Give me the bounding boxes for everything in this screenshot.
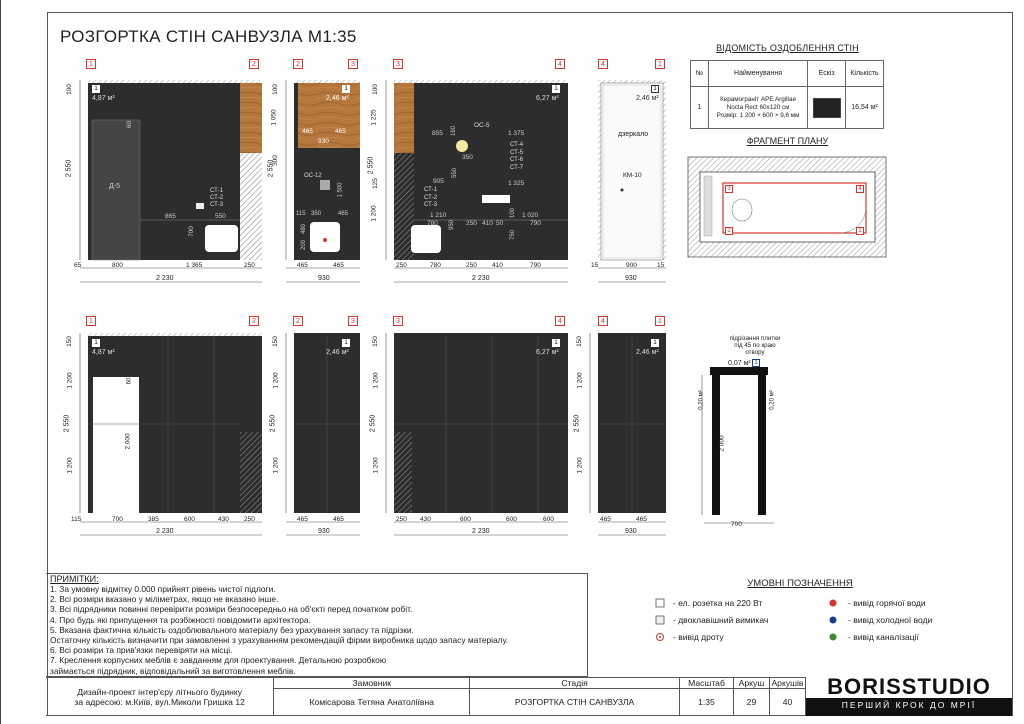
socket-label: СТ-4: [510, 142, 524, 148]
corner-marker: 1: [655, 316, 665, 326]
corner-marker: 1: [86, 316, 96, 326]
dim-label: 1 200: [272, 372, 280, 389]
dim-label: 1 200: [576, 372, 584, 389]
finish-tag: 1: [92, 85, 100, 93]
socket-label: СТ-5: [510, 149, 524, 156]
plan-marker: 3: [725, 185, 733, 193]
customer-header: Замовник: [274, 678, 470, 689]
elevation-bottom-2: [294, 333, 360, 513]
opening-detail: [702, 367, 774, 523]
notes-title: ПРИМІТКИ:: [50, 574, 99, 584]
logo-tagline: ПЕРШИЙ КРОК ДО МРІЇ: [841, 700, 977, 710]
page-title: РОЗГОРТКА СТІН САНВУЗЛА М1:35: [60, 27, 357, 46]
project-address: за адресою: м.Київ, вул.Миколи Гришка 12: [74, 696, 245, 707]
dim-label: 1 325: [508, 180, 525, 187]
legend-title: УМОВНІ ПОЗНАЧЕННЯ: [747, 578, 853, 589]
title-block: [46, 677, 806, 716]
dim-total: 930: [625, 528, 637, 535]
dim-label: 2 550: [267, 159, 275, 178]
dim-label: 790: [530, 262, 541, 269]
dim-label: 855: [432, 130, 443, 137]
dim-label: 465: [636, 516, 647, 523]
dim-label: 100: [510, 207, 517, 219]
elevation-bottom-1: [88, 333, 262, 513]
dim-label: 250: [396, 516, 407, 523]
dim-label: 600: [184, 516, 195, 523]
wall-area: 2,46 м²: [636, 349, 659, 356]
fixture-label: ОС-12: [304, 173, 322, 179]
dim-label: 60: [126, 120, 134, 129]
socket-label: СТ-3: [424, 202, 438, 208]
note-item: 7. Креслення корпусних меблів є завданням для проектування. Детальною розробкою: [50, 655, 387, 666]
dim-label: 60: [126, 377, 133, 385]
dim-label: 2 000: [124, 433, 132, 450]
note-item: Остаточну кількість визначити при замовленні з урахуванням рекомендацій фірми виробника щодо запасу матеріалу.: [50, 635, 509, 646]
legend-socket: - ел. розетка на 220 Вт: [673, 598, 763, 608]
sheet-number: 29: [733, 689, 769, 716]
dim-label: 160: [451, 125, 458, 137]
detail-note-line: під 45 по краю: [734, 342, 776, 350]
corner-marker: 2: [293, 59, 303, 69]
socket-labels: [510, 142, 523, 172]
dim-label: 115: [296, 211, 306, 217]
dim-label: 2 550: [65, 159, 73, 178]
wall-area: 2,46 м²: [636, 95, 659, 102]
corner-marker: 3: [393, 59, 403, 69]
finish-tag: 1: [651, 339, 659, 347]
col-header-qty: Кількість: [846, 61, 884, 87]
dim-total: 930: [318, 528, 330, 535]
dim-label: 1 365: [186, 262, 203, 269]
corner-marker: 4: [555, 316, 565, 326]
dim-total: 2 230: [472, 275, 490, 282]
dim-label: 865: [165, 213, 176, 220]
finish-tag: 1: [342, 339, 350, 347]
dim-label: 15: [657, 262, 665, 269]
wall-area: 4,87 м²: [92, 95, 115, 102]
wall-area: 6,27 м²: [536, 349, 559, 356]
notes-list: [50, 584, 580, 676]
dim-label: 1 375: [508, 130, 525, 137]
legend-sewer: - вивід каналізації: [848, 632, 919, 642]
dim-label: 2 550: [269, 414, 277, 433]
legend-wire-outlet: - вивід дроту: [673, 632, 724, 642]
corner-marker: 3: [348, 316, 358, 326]
dim-label: 600: [460, 516, 471, 523]
legend-cold-water: - вивід холодної води: [848, 615, 933, 625]
socket-label: СТ-6: [510, 157, 524, 163]
plan-fragment-title: ФРАГМЕНТ ПЛАНУ: [746, 136, 829, 146]
dim-label: 790: [530, 220, 541, 227]
finish-schedule-title: ВІДОМІСТЬ ОЗДОБЛЕННЯ СТІН: [716, 43, 859, 53]
dim-label: 250: [244, 262, 255, 269]
detail-area: 0,07 м²: [728, 360, 751, 367]
corner-marker: 1: [86, 59, 96, 69]
elevation-bottom-3: [394, 333, 568, 513]
logo-name: BORISSTUDIO: [806, 676, 1012, 698]
plan-fragment: [688, 157, 886, 257]
dim-label: 65: [74, 262, 82, 269]
dim-label: 700: [112, 516, 123, 523]
scale-header: Масштаб: [680, 678, 734, 689]
dim-label: 1 200: [372, 372, 380, 389]
col-header-name: Найменування: [708, 61, 807, 87]
col-header-num: №: [691, 61, 709, 87]
sheets-total: 40: [769, 689, 805, 716]
dim-label: 930: [318, 138, 329, 145]
dim-label: 465: [600, 516, 611, 523]
project-cell: [46, 678, 274, 716]
stage-header: Стадія: [470, 678, 680, 689]
note-item: 5. Вказана фактична кількість оздоблювального матеріалу без урахування запасу та підрізки.: [50, 624, 414, 635]
dim-label: 750: [510, 229, 517, 241]
dim-label: 50: [496, 220, 504, 227]
dim-label: 2 550: [63, 414, 71, 433]
socket-label: СТ-2: [424, 194, 438, 201]
dim-label: 800: [112, 262, 123, 269]
dim-label: 465: [297, 516, 308, 523]
dim-total: 930: [625, 275, 637, 282]
detail-side-area: 0,20 м²: [698, 390, 705, 410]
plan-marker: 1: [856, 227, 864, 235]
dim-label: 2 550: [573, 414, 581, 433]
wall-area: 4,87 м²: [92, 349, 115, 356]
detail-note: [715, 335, 795, 357]
corner-marker: 2: [249, 59, 259, 69]
dim-total: 930: [318, 275, 330, 282]
dim-total: 2 230: [156, 275, 174, 282]
detail-note-line: отвору: [745, 349, 765, 357]
dim-label: 465: [302, 128, 313, 135]
finish-tag: 1: [752, 359, 760, 367]
dim-label: 550: [215, 213, 226, 220]
dim-label: 550: [452, 167, 459, 179]
dim-label: 465: [297, 262, 308, 269]
wall-area: 6,27 м²: [536, 95, 559, 102]
customer-name: Комісарова Тетяна Анатоліївна: [274, 689, 470, 716]
socket-label: СТ-1: [210, 188, 224, 194]
socket-label: СТ-2: [210, 195, 224, 201]
dim-label: 1 200: [370, 205, 378, 222]
corner-marker: 4: [598, 316, 608, 326]
corner-marker: 4: [598, 59, 608, 69]
dim-label: 1 200: [576, 457, 584, 474]
dim-label: 480: [301, 223, 308, 235]
dim-label: 1 225: [370, 109, 378, 126]
light-label: ОС-5: [474, 122, 490, 129]
fixture-label: КМ-10: [623, 172, 642, 179]
corner-marker: 3: [348, 59, 358, 69]
dim-label: 250: [466, 220, 477, 227]
dim-label: 950: [449, 219, 456, 231]
dim-label: 465: [333, 262, 344, 269]
note-item: займається підрядник, відповідальний за виготовлення меблів.: [50, 665, 296, 676]
dim-total: 2 230: [156, 528, 174, 535]
socket-label: СТ-3: [210, 202, 224, 208]
dim-label: 200: [301, 239, 308, 251]
dim-label: 1 200: [272, 457, 280, 474]
finish-tag: 1: [552, 339, 560, 347]
dim-label: 465: [338, 211, 349, 217]
row-qty: 16,54 м²: [846, 87, 884, 129]
dim-label: 385: [148, 516, 159, 523]
finish-tag: 1: [552, 85, 560, 93]
dim-label: 410: [492, 262, 503, 269]
finish-tag: 1: [92, 339, 100, 347]
studio-logo: [806, 676, 1012, 716]
elevation-top-4: [598, 80, 666, 260]
corner-marker: 2: [293, 316, 303, 326]
corner-marker: 3: [393, 316, 403, 326]
dim-label: 410: [482, 220, 493, 227]
detail-width: 700: [731, 521, 742, 528]
dim-label: 900: [626, 262, 637, 269]
dim-label: 1 200: [66, 372, 74, 389]
dim-label: 430: [420, 516, 431, 523]
socket-label: СТ-7: [510, 164, 524, 171]
note-item: 3. Всі підрядники повинні перевірити розміри безпосередньо на об'єкті перед початком робіт.: [50, 604, 413, 615]
mirror-label: дзеркало: [618, 131, 649, 138]
plan-marker: 2: [725, 227, 733, 235]
detail-height: 2 000: [718, 435, 726, 452]
row-num: 1: [691, 87, 709, 129]
dim-label: 150: [371, 336, 379, 347]
dim-label: 905: [433, 178, 444, 185]
wall-area: 2,46 м²: [326, 95, 349, 102]
dim-label: 100: [65, 84, 73, 95]
socket-labels: [424, 187, 437, 210]
note-item: 6. Всі розміри та прив'язки перевіряти на місці.: [50, 645, 233, 656]
dim-label: 465: [333, 516, 344, 523]
detail-side-area: 0,20 м²: [769, 390, 776, 410]
dim-label: 1 200: [372, 457, 380, 474]
dim-label: 465: [335, 128, 346, 135]
detail-note-line: підрізання плитки: [729, 335, 781, 342]
dim-label: 2 550: [369, 414, 377, 433]
sheet-header: Аркуш: [733, 678, 769, 689]
dim-label: 700: [187, 226, 195, 237]
socket-label: СТ-1: [424, 187, 438, 193]
corner-marker: 1: [655, 59, 665, 69]
dim-label: 100: [371, 84, 379, 95]
dim-label: 780: [427, 220, 438, 227]
dim-total: 2 230: [472, 528, 490, 535]
plan-marker: 4: [856, 185, 864, 193]
dim-label: 1 500: [337, 182, 344, 198]
material-name-line2: Nocta Rect 60х120 см: [726, 103, 790, 111]
dim-label: 1 020: [522, 212, 539, 219]
elevation-bottom-4: [598, 333, 666, 513]
col-header-sketch: Ескіз: [808, 61, 846, 87]
dim-label: 350: [311, 211, 322, 217]
legend-hot-water: - вивід горячої води: [848, 598, 926, 608]
dim-label: 150: [575, 336, 583, 347]
dim-label: 600: [543, 516, 554, 523]
dim-label: 250: [396, 262, 407, 269]
dim-label: 430: [218, 516, 229, 523]
material-size: Розмір: 1 200 × 600 × 9,6 мм: [716, 111, 800, 119]
stage-name: РОЗГОРТКА СТІН САНВУЗЛА: [470, 689, 680, 716]
scale-value: 1:35: [680, 689, 734, 716]
project-line: Дизайн-проект інтер'єру літнього будинку: [77, 686, 243, 697]
note-item: 4. Про будь які припущення та розбіжності повідомити архітектора.: [50, 614, 311, 625]
dim-label: 780: [430, 262, 441, 269]
socket-labels: [210, 188, 223, 209]
dim-label: 250: [466, 262, 477, 269]
elevation-top-3: [394, 80, 568, 260]
legend-switch: - двоклавішний вимикач: [673, 615, 769, 625]
finish-tag: 1: [342, 85, 350, 93]
dim-label: 150: [271, 336, 279, 347]
dim-label: 115: [71, 516, 82, 523]
corner-marker: 4: [555, 59, 565, 69]
finish-tag: 1: [651, 85, 659, 93]
dim-label: 100: [271, 84, 279, 95]
dim-label: 1 050: [270, 109, 278, 126]
sheets-header: Аркушів: [771, 678, 804, 688]
material-name-line1: Керамограніт APE Argillae: [720, 95, 796, 103]
dim-label: 300: [271, 155, 279, 166]
dim-label: 600: [506, 516, 517, 523]
door-label: Д-5: [109, 183, 120, 190]
note-item: 1. За умовну відмітку 0.000 прийнят рівень чистої підлоги.: [50, 584, 276, 594]
wall-area: 2,46 м²: [326, 349, 349, 356]
dim-label: 250: [244, 516, 255, 523]
dim-label: 150: [65, 336, 73, 347]
dim-label: 1 210: [430, 212, 447, 219]
corner-marker: 2: [249, 316, 259, 326]
dim-label: 1 200: [66, 457, 74, 474]
dim-label: 15: [591, 262, 599, 269]
note-item: 2. Всі розміри вказано у міліметрах, якщо не вказано інше.: [50, 594, 279, 605]
dim-label: 125: [371, 178, 379, 189]
dim-label: 350: [462, 154, 473, 161]
elevation-top-1: [88, 80, 262, 260]
dim-label: 2 550: [367, 156, 375, 175]
